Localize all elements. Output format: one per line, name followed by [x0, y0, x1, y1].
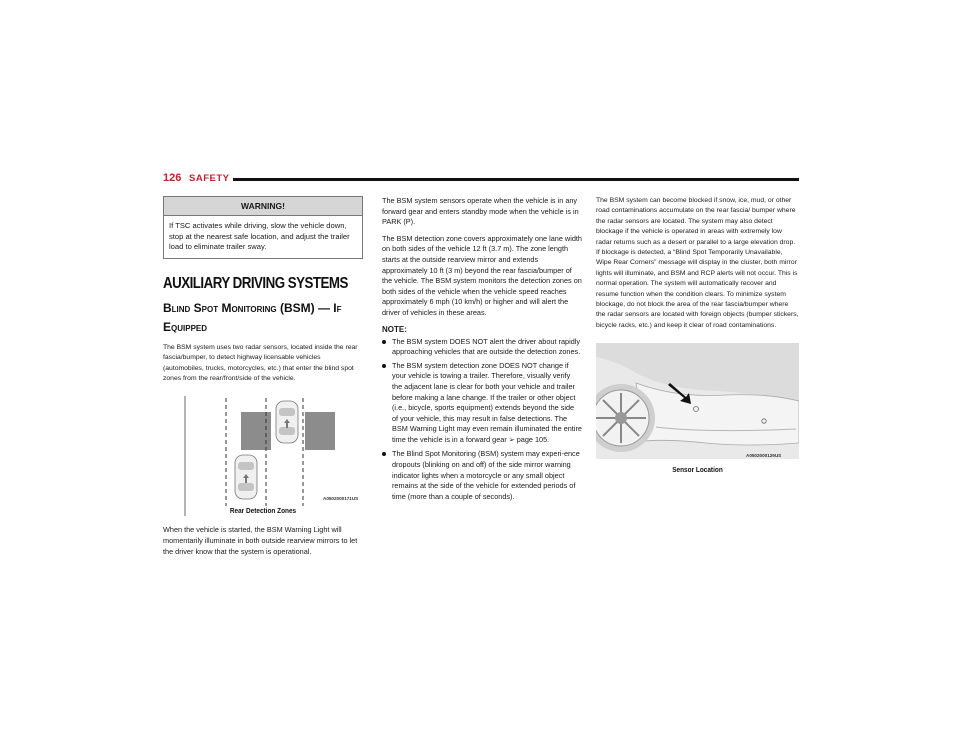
list-item — [382, 361, 582, 447]
figure-code: A0502000129US — [746, 453, 782, 459]
left-zone — [241, 412, 271, 450]
list-item — [382, 449, 582, 502]
figure-caption: Sensor Location — [672, 465, 723, 475]
page-reference-link[interactable]: page 105. — [516, 434, 550, 444]
sensor-location-photo — [596, 343, 799, 459]
main-heading: AUXILIARY DRIVING SYSTEMS — [163, 274, 348, 292]
list-item — [382, 337, 582, 358]
page-header — [163, 172, 799, 186]
warning-box — [163, 196, 363, 259]
sensor-location-figure — [596, 343, 799, 459]
note-label: NOTE: — [382, 324, 407, 334]
warning-title: WARNING! — [164, 197, 362, 216]
bullet-icon — [382, 364, 386, 368]
figure-code: A0502000171US — [323, 496, 359, 502]
bullet-icon — [382, 340, 386, 344]
vehicle-approaching-icon — [235, 455, 257, 499]
column-3 — [596, 196, 799, 474]
paragraph-1: The BSM system sensors operate when the vehicle is in any forward gear and enters standby mode when the vehicle is in PARK (P). — [382, 196, 579, 227]
header-rule — [233, 178, 799, 181]
section-title: SAFETY — [189, 173, 230, 184]
sub-heading: Blind Spot Monitoring (BSM) — If Equipped — [163, 300, 342, 334]
warning-text: If TSC activates while driving, slow the vehicle down, stop at the nearest safe location, and adjust the trailer load to eliminate trailer sway. — [169, 221, 350, 252]
vehicle-main-icon — [276, 401, 298, 443]
page-number: 126 — [163, 172, 182, 184]
rear-detection-figure — [163, 394, 363, 519]
right-zone — [305, 412, 335, 450]
figure-caption: Rear Detection Zones — [229, 506, 297, 516]
blockage-paragraph: The BSM system can become blocked if snow, ice, mud, or other road contaminations accumulate on the rear fascia/ bumper where the radar sensors are located. The system may also detect blockage if the vehicle is operated in areas with extremely low radar returns such as a desert or parallel to a large elevation drop. If blockage is detected, a “Blind Spot Temporarily Unavailable, Wipe Rear Corners” message will display in the cluster, both mirror lights will illuminate, and BSM and RCP alerts will not occur. This is normal operation. The system will automatically recover and resume function when the condition clears. To minimize system blockage, do not block the area of the rear fascia/bumper where the radar sensors are located with foreign objects (bumper stickers, bicycle racks, etc.) and keep it clear of road contaminations. — [596, 197, 799, 329]
column-2 — [382, 196, 582, 502]
bullet-icon — [382, 452, 386, 456]
intro-paragraph: The BSM system uses two radar sensors, located inside the rear fascia/bumper, to detect highway licensable vehicles (automobiles, trucks, motorcycles, etc.) that enter the blind spot zones from the rear/front/side of the vehicle. — [163, 343, 358, 382]
column-1 — [163, 196, 363, 557]
list-item-text: The Blind Spot Monitoring (BSM) system may experi-ence dropouts (blinking on and off) of the side mirror warning indicator lights when a motorcycle or any small object remains at the side of the vehicle for extended periods of time (more than a couple of seconds). — [392, 449, 580, 501]
arrow-right-icon: ➢ — [508, 436, 515, 444]
note-list — [382, 337, 582, 503]
list-item-text: The BSM system DOES NOT alert the driver about rapidly approaching vehicles that are outside the detection zones. — [392, 336, 581, 357]
paragraph-2: The BSM detection zone covers approximately one lane width on both sides of the vehicle 12 ft (3.7 m). The zone length starts at the outside rearview mirror and extends approximately 10 ft (3 m) beyond the rear fascia/bumper of the vehicle. The BSM system monitors the detection zones on both sides of the vehicle when the vehicle speed reaches approximately 6 mph (10 km/h) or higher and will alert the driver of vehicles in these areas. — [382, 233, 582, 317]
after-figure-paragraph: When the vehicle is started, the BSM Warning Light will momentarily illuminate in both outside rearview mirrors to let the driver know that the system is operational. — [163, 525, 358, 556]
list-item-text: The BSM system detection zone DOES NOT change if your vehicle is towing a trailer. Therefore, visually verify the adjacent lane is clear for both your vehicle and trailer before making a lane change. If the trailer or other object (i.e., bicycle, sports equipment) extends beyond the side of your vehicle, this may result in false detections. The BSM Warning Light may even remain illuminated the entire time the vehicle is in a forward gear — [392, 360, 582, 444]
